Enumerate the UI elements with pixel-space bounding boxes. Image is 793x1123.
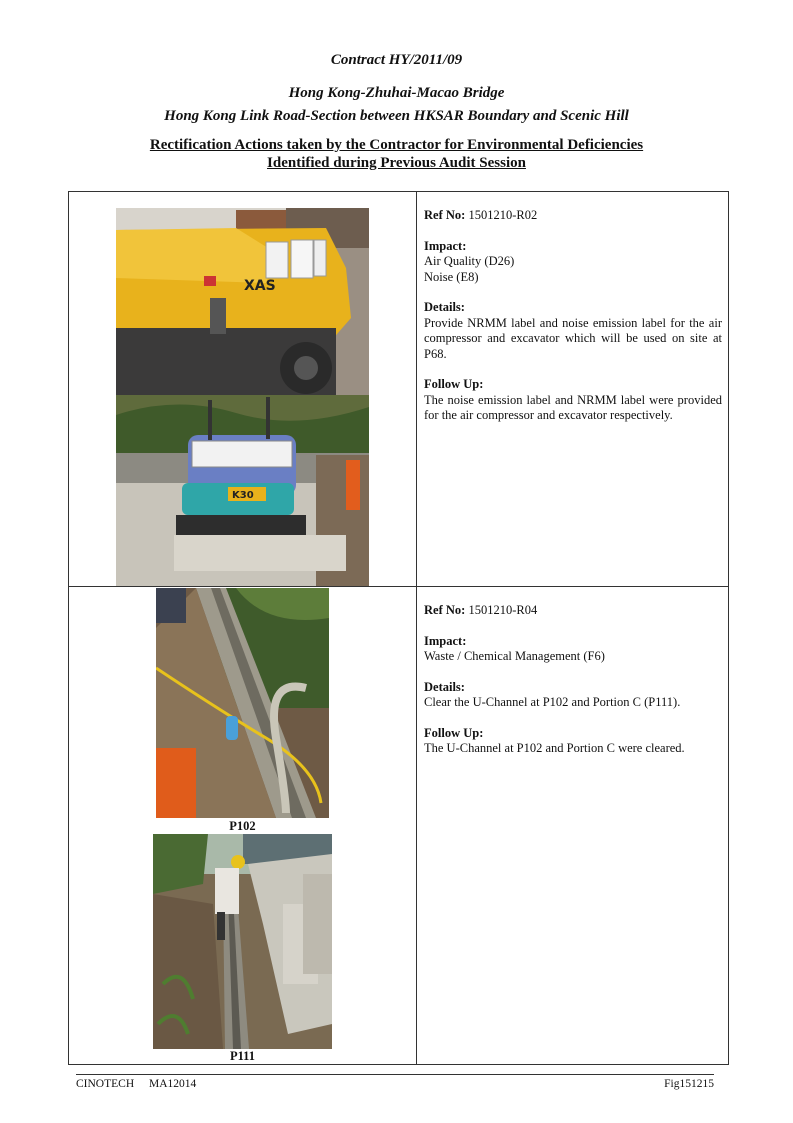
ref-label: Ref No: bbox=[424, 208, 466, 222]
follow-up-text: The U-Channel at P102 and Portion C were cleared. bbox=[424, 741, 685, 755]
entry-1-info bbox=[424, 208, 722, 439]
document-title-line-1: Rectification Actions taken by the Contractor for Environmental Deficiencies bbox=[149, 137, 644, 153]
column-divider bbox=[416, 192, 417, 1064]
svg-text:XAS: XAS bbox=[244, 278, 276, 294]
ref-number: 1501210-R02 bbox=[468, 208, 538, 222]
document-title-line-2: Identified during Previous Audit Session bbox=[267, 155, 526, 171]
row-divider bbox=[69, 586, 728, 587]
follow-up-label: Follow Up: bbox=[424, 725, 484, 740]
photo-caption: P102 bbox=[229, 819, 256, 833]
impact-label: Impact: bbox=[424, 633, 467, 648]
project-name: Hong Kong-Zhuhai-Macao Bridge bbox=[288, 85, 505, 101]
section-name: Hong Kong Link Road-Section between HKSAR Boundary and Scenic Hill bbox=[164, 108, 629, 124]
details-label: Details: bbox=[424, 679, 465, 694]
figure-number: Fig151215 bbox=[664, 1078, 714, 1090]
details-label: Details: bbox=[424, 300, 465, 314]
contract-number: Contract HY/2011/09 bbox=[330, 52, 463, 68]
details-text: Provide NRMM label and noise emission label for the air compressor and excavator which will be used on site at P68. bbox=[424, 315, 722, 361]
photo-caption: P111 bbox=[229, 1049, 255, 1063]
ref-label: Ref No: bbox=[424, 603, 466, 617]
details-text: Clear the U-Channel at P102 and Portion C (P111). bbox=[424, 695, 681, 709]
footer-rule bbox=[76, 1074, 714, 1075]
u-channel-p111-photo bbox=[153, 834, 332, 1049]
impact-item: Noise (E8) bbox=[424, 269, 479, 284]
document-code: MA12014 bbox=[149, 1078, 197, 1090]
follow-up-text: The noise emission label and NRMM label were provided for the air compressor and excavator respectively. bbox=[424, 392, 722, 422]
excavator-photo bbox=[116, 395, 369, 586]
impact-item: Air Quality (D26) bbox=[424, 254, 515, 268]
svg-text:K30: K30 bbox=[232, 490, 254, 501]
air-compressor-photo bbox=[116, 208, 369, 395]
rectification-table bbox=[68, 191, 729, 1065]
impact-item: Waste / Chemical Management (F6) bbox=[424, 649, 605, 663]
u-channel-p102-photo bbox=[156, 588, 329, 818]
ref-number: 1501210-R04 bbox=[468, 603, 538, 617]
impact-label: Impact: bbox=[424, 238, 467, 253]
entry-2-info bbox=[424, 603, 722, 772]
footer-left bbox=[76, 1078, 208, 1090]
company-name: CINOTECH bbox=[76, 1078, 135, 1090]
follow-up-label: Follow Up: bbox=[424, 377, 484, 391]
